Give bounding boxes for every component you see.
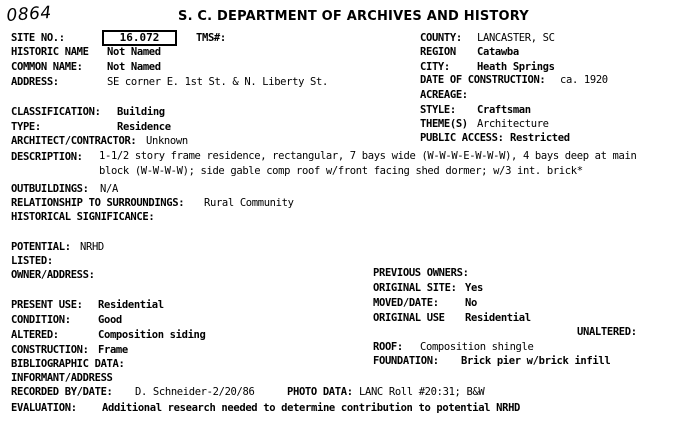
date-of-construction-label: DATE OF CONSTRUCTION: — [420, 74, 546, 86]
region-label: REGION — [420, 46, 456, 58]
altered-value: Composition siding — [98, 329, 206, 341]
outbuildings-value: N/A — [100, 183, 118, 195]
original-site-label: ORIGINAL SITE: — [373, 282, 457, 294]
themes-label: THEME(S) — [420, 118, 468, 130]
recorded-value: D. Schneider-2/20/86 — [135, 386, 255, 398]
type-value: Residence — [117, 121, 171, 133]
altered-label: ALTERED: — [11, 329, 59, 341]
relationship-value: Rural Community — [204, 197, 294, 209]
photo-data-label: PHOTO DATA: — [287, 386, 353, 398]
relationship-label: RELATIONSHIP TO SURROUNDINGS: — [11, 197, 185, 209]
architect-label: ARCHITECT/CONTRACTOR: — [11, 135, 137, 147]
public-access-label: PUBLIC ACCESS: — [420, 132, 504, 144]
listed-label: LISTED: — [11, 255, 53, 267]
page-title: S. C. DEPARTMENT OF ARCHIVES AND HISTORY — [178, 9, 529, 24]
condition-value: Good — [98, 314, 122, 326]
tms-label: TMS#: — [196, 32, 226, 44]
informant-label: INFORMANT/ADDRESS — [11, 372, 113, 384]
evaluation-value: Additional research needed to determine contribution to potential NRHD — [102, 402, 521, 414]
description-label: DESCRIPTION: — [11, 151, 83, 163]
potential-label: POTENTIAL: — [11, 241, 71, 253]
public-access-value: Restricted — [510, 132, 570, 144]
construction-label: CONSTRUCTION: — [11, 344, 89, 356]
handwritten-number: 0864 — [5, 2, 53, 26]
date-of-construction-value: ca. 1920 — [560, 74, 608, 86]
county-value: LANCASTER, SC — [477, 32, 555, 44]
description-line-1: 1-1/2 story frame residence, rectangular, 7 bays wide (W-W-W-E-W-W-W), 4 bays deep at main — [99, 150, 637, 162]
present-use-label: PRESENT USE: — [11, 299, 83, 311]
classification-label: CLASSIFICATION: — [11, 106, 101, 118]
region-value: Catawba — [477, 46, 519, 58]
original-use-value: Residential — [465, 312, 531, 324]
roof-value: Composition shingle — [420, 341, 534, 353]
historic-name-value: Not Named — [107, 46, 161, 58]
present-use-value: Residential — [98, 299, 164, 311]
evaluation-label: EVALUATION: — [11, 402, 77, 414]
outbuildings-label: OUTBUILDINGS: — [11, 183, 89, 195]
address-label: ADDRESS: — [11, 76, 59, 88]
previous-owners-label: PREVIOUS OWNERS: — [373, 267, 469, 279]
themes-value: Architecture — [477, 118, 549, 130]
original-site-value: Yes — [465, 282, 483, 294]
foundation-label: FOUNDATION: — [373, 355, 439, 367]
architect-value: Unknown — [146, 135, 188, 147]
city-label: CITY: — [420, 61, 450, 73]
historical-significance-label: HISTORICAL SIGNIFICANCE: — [11, 211, 155, 223]
historic-name-label: HISTORIC NAME — [11, 46, 89, 58]
site-no-box — [102, 30, 177, 46]
city-value: Heath Springs — [477, 61, 555, 73]
style-value: Craftsman — [477, 104, 531, 116]
bibliographic-label: BIBLIOGRAPHIC DATA: — [11, 358, 125, 370]
potential-value: NRHD — [80, 241, 104, 253]
site-no-value: 16.072 — [119, 31, 160, 44]
photo-data-value: LANC Roll #20:31; B&W — [359, 386, 485, 398]
construction-value: Frame — [98, 344, 128, 356]
classification-value: Building — [117, 106, 165, 118]
foundation-value: Brick pier w/brick infill — [461, 355, 611, 367]
owner-address-label: OWNER/ADDRESS: — [11, 269, 95, 281]
type-label: TYPE: — [11, 121, 41, 133]
recorded-label: RECORDED BY/DATE: — [11, 386, 113, 398]
address-value: SE corner E. 1st St. & N. Liberty St. — [107, 76, 328, 88]
common-name-value: Not Named — [107, 61, 161, 73]
site-no-label: SITE NO.: — [11, 32, 65, 44]
common-name-label: COMMON NAME: — [11, 61, 83, 73]
original-use-label: ORIGINAL USE — [373, 312, 445, 324]
style-label: STYLE: — [420, 104, 456, 116]
moved-date-value: No — [465, 297, 477, 309]
unaltered-label: UNALTERED: — [577, 326, 637, 338]
acreage-label: ACREAGE: — [420, 89, 468, 101]
roof-label: ROOF: — [373, 341, 403, 353]
county-label: COUNTY: — [420, 32, 462, 44]
moved-date-label: MOVED/DATE: — [373, 297, 439, 309]
description-line-2: block (W-W-W-W); side gable comp roof w/front facing shed dormer; w/3 int. brick* — [99, 165, 583, 177]
condition-label: CONDITION: — [11, 314, 71, 326]
